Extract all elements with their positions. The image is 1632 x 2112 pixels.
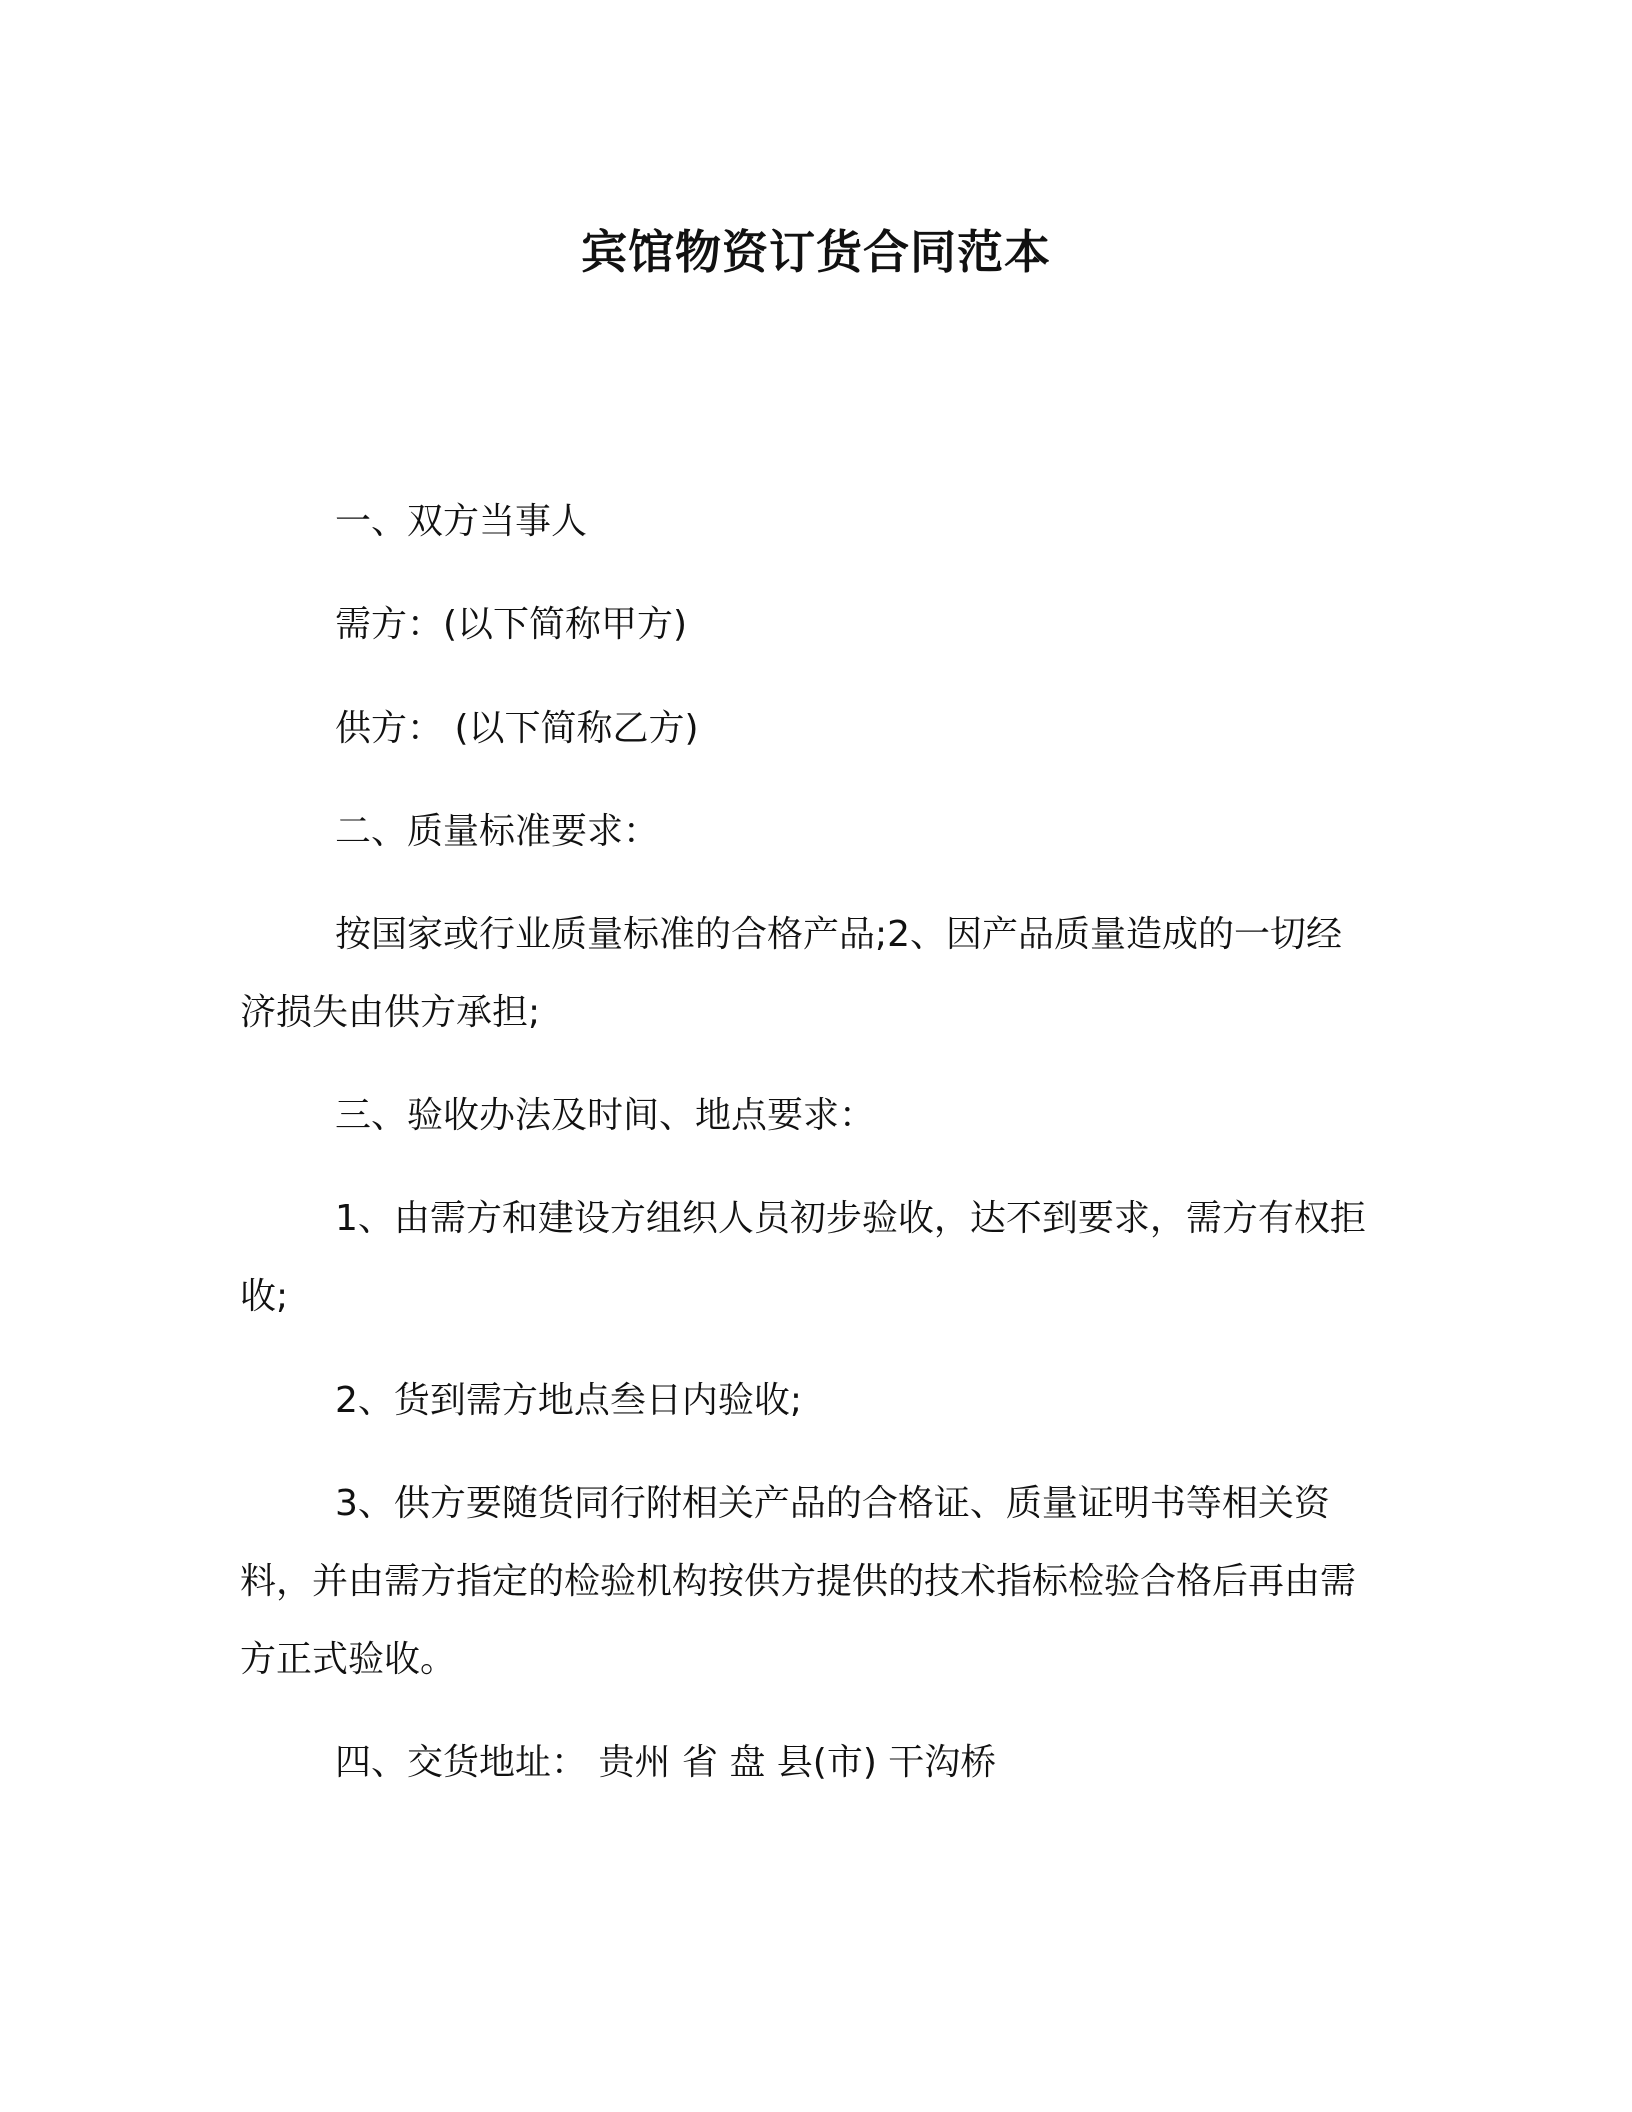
section-1-heading: 一、双方当事人 [335,501,588,542]
section-2-heading: 二、质量标准要求： [335,811,660,852]
document-title: 宾馆物资订货合同范本 [581,225,1051,279]
section-3-heading: 三、验收办法及时间、地点要求： [335,1095,876,1136]
quality-paragraph: 按国家或行业质量标准的合格产品;2、因产品质量造成的一切经济损失由供方承担; [240,914,1343,1033]
acceptance-item-2: 2、货到需方地点叁日内验收; [335,1380,803,1421]
buyer-line: 需方：(以下简称甲方) [335,604,688,645]
seller-line: 供方： (以下简称乙方) [335,708,699,749]
acceptance-item-1: 1、由需方和建设方组织人员初步验收，达不到要求，需方有权拒收; [240,1198,1366,1317]
section-4-heading: 四、交货地址： 贵州 省 盘 县(市) 干沟桥 [335,1742,997,1783]
acceptance-item-3: 3、供方要随货同行附相关产品的合格证、质量证明书等相关资料，并由需方指定的检验机构按供方提供的技术指标检验合格后再由需方正式验收。 [240,1483,1357,1680]
